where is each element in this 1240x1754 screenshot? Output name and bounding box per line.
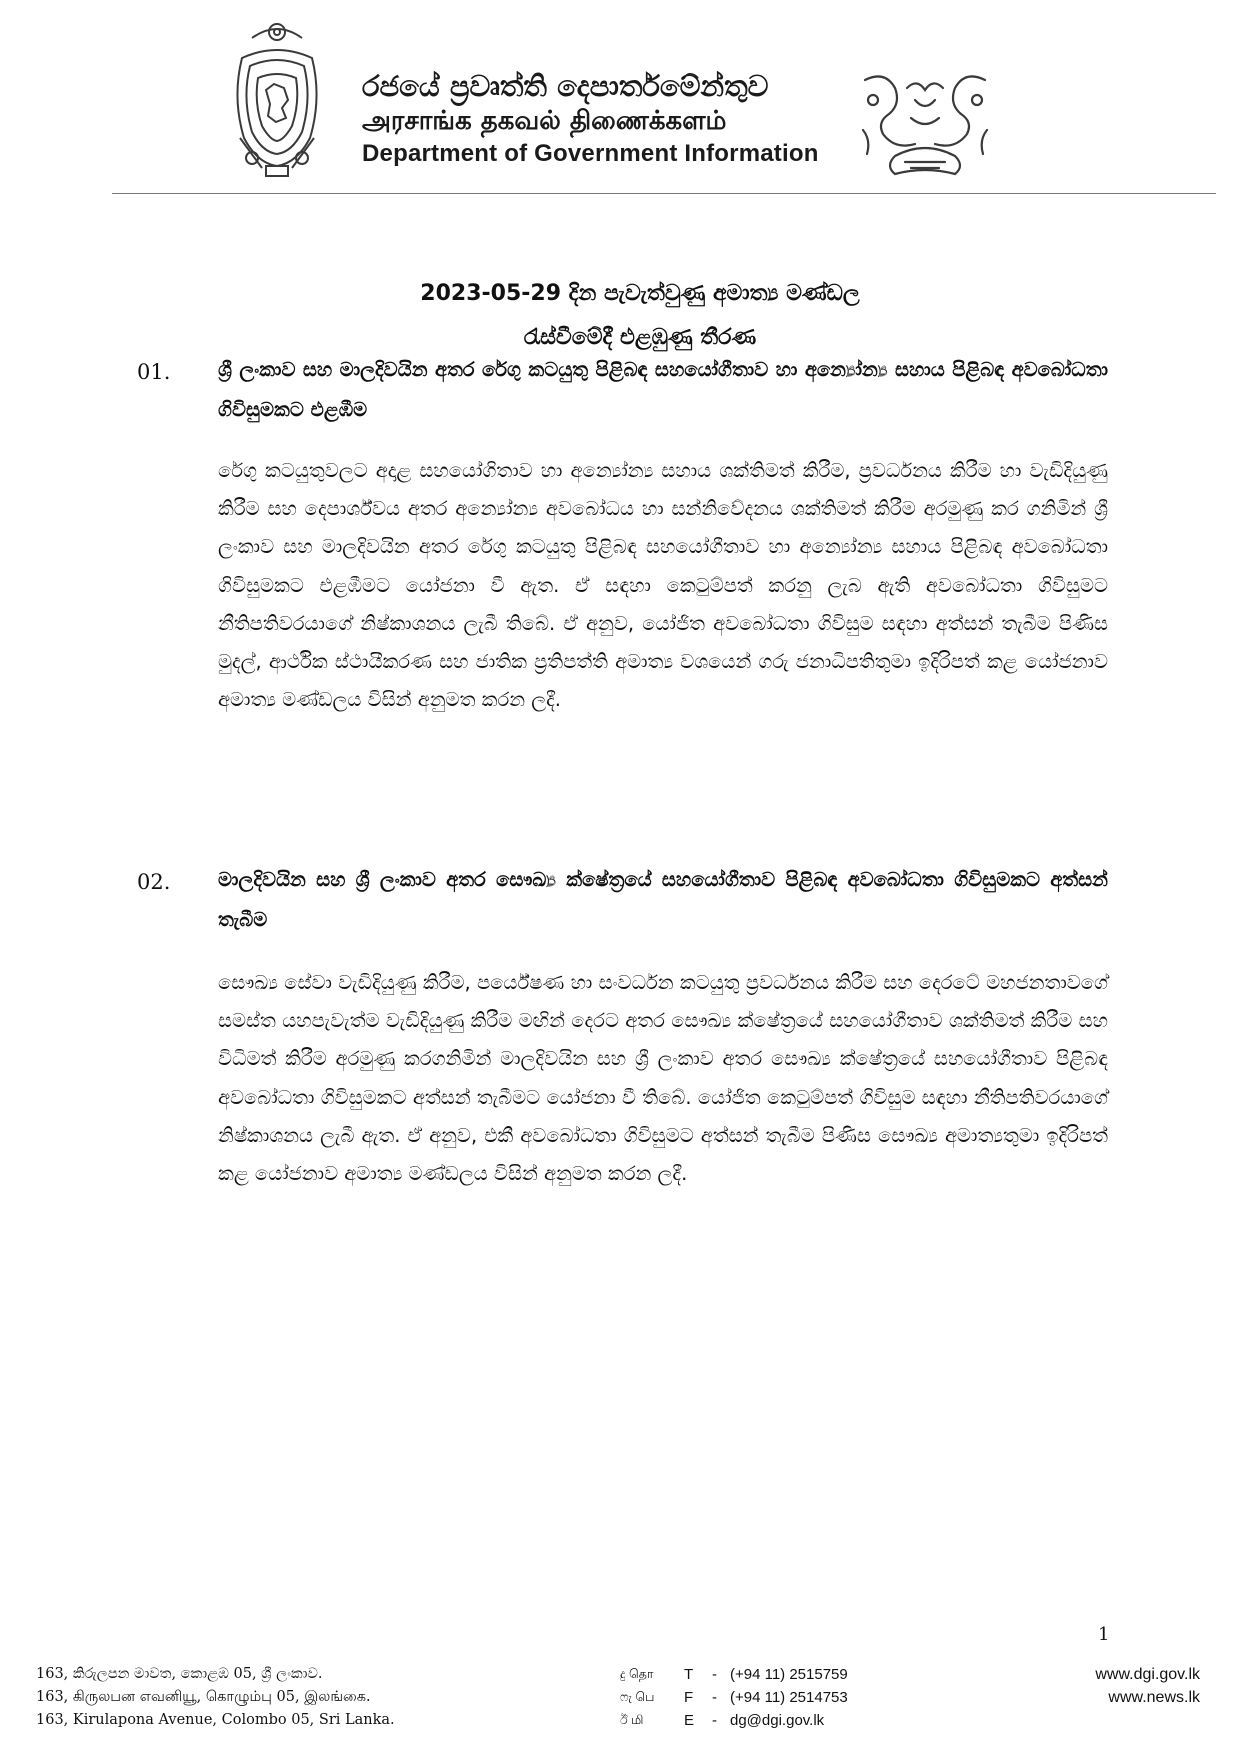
contact-label: ෆැ பெ — [620, 1690, 655, 1704]
contact-row-telephone — [620, 1663, 940, 1686]
document-title — [200, 272, 1080, 360]
contact-code: T — [684, 1666, 694, 1683]
department-name-tamil: அரசாங்க தகவல் திணைக்களம் — [362, 106, 727, 136]
footer-address — [36, 1663, 516, 1732]
national-emblem-icon — [222, 18, 332, 182]
contact-label: දු தொ — [620, 1667, 654, 1681]
department-name-sinhala: රජයේ ප්‍රවෘත්ති දෙපාර්තමේන්තුව — [362, 69, 769, 103]
section-heading: මාලදිවයින සහ ශ්‍රී ලංකාව අතර සෞඛ්‍ය ක්ෂේත්‍රයේ සහයෝගීතාව පිළිබඳ අවබෝධතා ගිවිසුමකට අත්සන් තැබීම — [218, 868, 1108, 931]
website-link[interactable]: www.dgi.gov.lk — [1095, 1666, 1200, 1683]
title-line-2: රැස්වීමේදී එළඹුණු තීරණ — [523, 325, 757, 350]
department-name-english: Department of Government Information — [362, 140, 819, 167]
contact-separator: - — [712, 1712, 717, 1729]
address-sinhala: 163, කිරුලපන මාවත, කොළඹ 05, ශ්‍රී ලංකාව. — [36, 1666, 323, 1682]
section-number: 02. — [137, 870, 171, 894]
section-heading: ශ්‍රී ලංකාව සහ මාලදිවයින අතර රේගු කටයුතු පිළිබඳ සහයෝගීතාව හා අන්‍යෝන්‍ය සහාය පිළිබඳ අවබෝධතා ගිවිසුමකට එළඹීම — [218, 358, 1108, 421]
contact-separator: - — [712, 1666, 717, 1683]
header-divider — [112, 193, 1216, 194]
fax-number: (+94 11) 2514753 — [730, 1689, 848, 1706]
address-tamil: 163, கிருலபன எவனியூ, கொழும்பு 05, இலங்கை. — [36, 1689, 371, 1705]
section-body: සෞඛ්‍ය සේවා වැඩිදියුණු කිරීම, පර්යේෂණ හා සංවර්ධන කටයුතු ප්‍රවර්ධනය කිරීම සහ දෙරටේ මහජනතාවගේ සමස්ත යහපැවැත්ම වැඩිදියුණු කිරීම මඟින් දෙරට අතර සෞඛ්‍ය ක්ෂේත්‍රයේ සහයෝගීතාව ශක්තිමත් කිරීම සහ විධිමත් කිරීම අරමුණු කරගනිමින් මාලදිවයින සහ ශ්‍රී ලංකාව අතර සෞඛ්‍ය ක්ෂේත්‍රයේ සහයෝගීතාව පිළිබඳ අවබෝධතා ගිවිසුමකට අත්සන් තැබීමට යෝජනා වී තිබේ. යෝජිත කෙටුම්පත් ගිවිසුම සඳහා නීතිපතිවරයාගේ නිෂ්කාශනය ලැබී ඇත. ඒ අනුව, එකී අවබෝධතා ගිවිසුමට අත්සන් තැබීම පිණිස සෞඛ්‍ය අමාත්‍යතුමා ඉදිරිපත් කළ යෝජනාව අමාත්‍ය මණ්ඩලය විසින් අනුමත කරන ලදී. — [218, 971, 1108, 1186]
title-line-1: 2023-05-29 දින පැවැත්වුණු අමාත්‍ය මණ්ඩල — [420, 281, 860, 306]
contact-code: F — [684, 1689, 694, 1706]
page-number: 1 — [1098, 1624, 1110, 1645]
department-name-block — [362, 68, 832, 170]
address-english: 163, Kirulapona Avenue, Colombo 05, Sri Lanka. — [36, 1712, 395, 1728]
section-body: රේගු කටයුතුවලට අදාළ සහයෝගිතාව හා අන්‍යෝන්‍ය සහාය ශක්තිමත් කිරීම, ප්‍රවර්ධනය කිරීම හා වැඩිදියුණු කිරීම සහ දෙපාර්ශ්වය අතර අන්‍යෝන්‍ය අවබෝධය හා සන්නිවේදනය ශක්තිමත් කිරීම අරමුණු කර ගනිමින් ශ්‍රී ලංකාව සහ මාලදිවයින අතර රේගු කටයුතු පිළිබඳ සහයෝගීතාව හා අන්‍යෝන්‍ය සහාය පිළිබඳ අවබෝධතා ගිවිසුමකට එළඹීමට යෝජනා වී ඇත. ඒ සඳහා කෙටුම්පත් කරනු ලැබ ඇති අවබෝධතා ගිවිසුමට නීතිපතිවරයාගේ නිෂ්කාශනය ලැබී තිබේ. ඒ අනුව, යෝජිත අවබෝධතා ගිවිසුම සඳහා අත්සන් තැබීම පිණිස මුදල්, ආර්ථික ස්ථායීකරණ සහ ජාතික ප්‍රතිපත්ති අමාත්‍ය වශයෙන් ගරු ජනාධිපතිතුමා ඉදිරිපත් කළ යෝජනාව අමාත්‍ය මණ්ඩලය විසින් අනුමත කරන ලදී. — [218, 459, 1108, 712]
website-link[interactable]: www.news.lk — [1108, 1689, 1200, 1706]
contact-label: ඊ மி — [620, 1713, 644, 1727]
footer-websites — [1040, 1663, 1200, 1709]
email-address: dg@dgi.gov.lk — [730, 1712, 825, 1729]
swan-ornament-icon — [855, 70, 995, 182]
contact-row-fax — [620, 1686, 940, 1709]
footer-contact-block — [620, 1663, 940, 1732]
telephone-number: (+94 11) 2515759 — [730, 1666, 848, 1683]
contact-code: E — [684, 1712, 695, 1729]
contact-row-email — [620, 1709, 940, 1732]
contact-separator: - — [712, 1689, 717, 1706]
section-number: 01. — [137, 360, 171, 384]
